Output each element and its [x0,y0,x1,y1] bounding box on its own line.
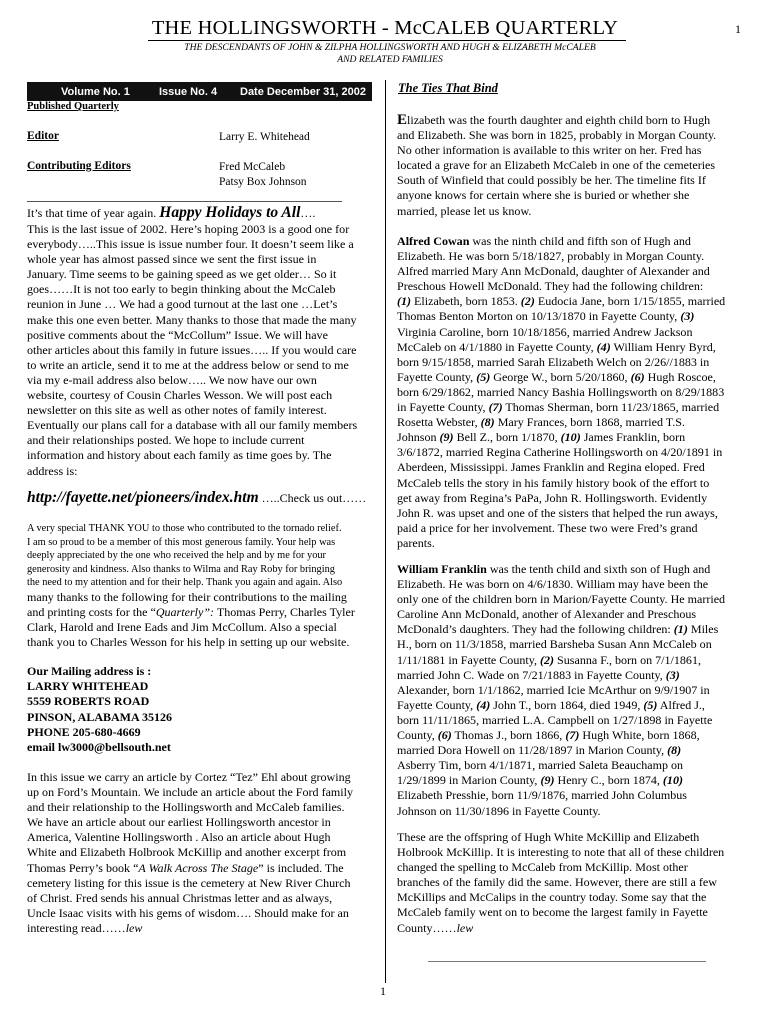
signature: lew [125,920,143,935]
text-line: parents. [397,535,435,550]
text-part: George W., born 5/20/1860, [490,369,631,384]
footer-rule [428,961,706,962]
child-number: (3) [665,667,680,682]
text-line: Elizabeth. He was born 5/18/1827, probably in Morgan County. [397,249,705,264]
thank-you-note [27,522,342,590]
child-number: (9) [439,430,454,445]
text-line: We have an article about our earliest Hollingsworth ancestor in [27,815,331,830]
text-line [27,921,353,936]
text-line: goes……It is not too early to begin thinking about the McCaleb [27,282,336,297]
text-part: Eudocia Jane, born 1/15/1855, married [534,294,726,309]
mailing-email[interactable]: email lw3000@bellsouth.net [27,740,171,755]
text-line: McCaleb family went on to become the largest family in Fayette [397,905,708,920]
footer-page-number: 1 [380,984,386,998]
text-line: Virginia Caroline, born 10/18/1856, married Andrew Jackson [397,324,693,339]
text-part: Susanna F., born on 7/1/1861, [554,652,701,667]
elizabeth-paragraph [397,113,716,219]
text-part: Hugh White, born 1868, [579,728,700,743]
child-number: (4) [476,697,491,712]
text-line: deeply appreciated by the one who received the help and by me for your [27,550,326,562]
text-line: newsletter on this site as well as other notes of family interest. [27,403,327,418]
text-part: Thomas Perry’s book “ [27,860,139,875]
text-line [27,861,353,876]
text-line: I am so proud to be a member of this most generous family. Your help was [27,536,336,548]
text-line: information and history about each family as time goes by. The [27,448,332,463]
text-part: was the tenth child and sixth son of Hugh and [486,562,711,576]
text-line: website, courtesy of Cousin Charles Wesson. We will post each [27,388,333,403]
text-part: William Henry Byrd, [610,339,716,354]
text-line: No other information is available to this writer on her. Fred has [397,143,702,158]
title-rule [148,40,626,41]
mailing-heading: Our Mailing address is : [27,664,152,678]
text-line: McKillips and McCalips in the country today. Some say that the [397,890,707,905]
staff-divider [27,201,342,202]
text-line [397,340,725,355]
newsletter-title: THE HOLLINGSWORTH - McCALEB QUARTERLY [151,17,619,39]
text-line: everybody…..This issue is issue number four. It doesn’t seem like a [27,237,354,252]
text-part: Thomas Perry, Charles Tyler [214,605,355,620]
text-line: make this one even better. Many thanks to those that made the many [27,312,357,327]
greeting-lead: It’s that time of year again. [27,206,160,220]
subtitle-line-1: THE DESCENDANTS OF JOHN & ZILPHA HOLLINGSWORTH AND HUGH & ELIZABETH McCALEB [184,42,596,53]
editor-name: Larry E. Whitehead [219,131,310,143]
text-line: These are the offspring of Hugh White McKillip and Elizabeth [397,830,700,844]
editor-label: Editor [27,130,59,142]
text-line: Alexander, born 1/1/1862, married Icie McArthur on 9/9/1907 in [397,682,710,697]
text-line: located a grave for an Elizabeth McCaleb in one of the cemeteries [397,158,716,173]
text-part: James Franklin, born [580,430,686,445]
text-line: Elizabeth. He was born on 4/6/1830. William may have been the [397,577,709,592]
text-line: reunion in June … We had a good turnout at the last one …Let’s [27,297,338,312]
text-line: This is the last issue of 2002. Here’s hoping 2003 is a good one for [27,222,350,236]
text-line: and their relationships posted. We hope to include current [27,433,305,448]
text-line [397,400,725,415]
text-line [397,309,725,324]
greeting-headline [27,204,315,222]
text-line: John R. was upset and one of the sisters that helped the run aways, [397,505,718,520]
text-part: married John C. Wade on 7/21/1883 in Fayette County, [397,667,666,682]
text-line: Alfred married Mary Ann McDonald, daughter of Alexander and [397,264,710,279]
text-line: positive comments about the “McCollum” Issue. We will have [27,327,328,342]
child-number: (6) [437,728,452,743]
text-line: of Christ. Fred sends his annual Christmas letter and as always, [27,890,333,905]
text-line [397,668,725,683]
child-number: (1) [673,622,688,637]
text-part: Thomas J., born 1866, [451,728,566,743]
text-part: Hugh Roscoe, [644,369,716,384]
website-link[interactable]: http://fayette.net/pioneers/index.htm [27,489,259,506]
text-part: John T., born 1864, died 1949, [490,697,644,712]
text-line: many thanks to the following for their contributions to the mailing [27,590,347,604]
issue-date: Date December 31, 2002 [240,86,366,98]
text-line: thank you to Charles Wesson for his help in setting up our website. [27,635,350,650]
text-line: A very special THANK YOU to those who contributed to the tornado relief. [27,523,342,534]
text-line: paid a price for her involvement. These two were Fred’s grand [397,520,698,535]
column-divider [385,80,386,983]
child-number: (7) [488,400,503,415]
text-line: Preschous Howell McDonald. They had the following children: [397,279,704,294]
text-line: In this issue we carry an article by Cortez “Tez” Ehl about growing [27,770,351,784]
text-line: generosity and kindness. Also thanks to Wilma and Ray Roby for bringing [27,563,335,575]
mailing-city: PINSON, ALABAMA 35126 [27,709,173,724]
text-line [397,113,716,128]
text-part: was the ninth child and fifth son of Hugh and [469,234,691,248]
text-part: Alfred J., [657,697,705,712]
text-line: Holbrook McKillip. It is interesting to note that all of these children [397,845,725,860]
text-line: anyone knows for certain where she is buried or whether she [397,188,690,203]
text-part: in Fayette County, [397,400,489,415]
text-line: other articles about this family in future issues….. If you would care [27,342,357,357]
mailing-name: LARRY WHITEHEAD [27,679,149,694]
text-line [397,415,725,430]
text-line: up on Ford’s Mountain. We include an article about the Ford family [27,785,354,800]
text-part: interesting read…… [27,920,126,935]
text-line [397,234,725,249]
volume-number: Volume No. 1 [61,86,130,98]
text-line: only one of the children born in Marion/Fayette County. He married [397,592,726,607]
check-us-out: …..Check us out…… [258,491,367,505]
text-line: married, please let us know. [397,203,532,218]
text-line: Eventually our plans call for a database with all our family members [27,418,358,433]
text-line: and Elizabeth. She was born in 1825, probably in Morgan County. [397,128,717,143]
section-heading: The Ties That Bind [398,81,498,95]
text-line: via my e-mail address also below….. We now have our own [27,372,317,387]
william-paragraph [397,562,725,819]
text-line: January. Time seems to be gaining speed as we get older… So it [27,267,337,282]
text-line [397,653,725,668]
text-part: ” is included. The [258,860,344,875]
published-quarterly: Published Quarterly [27,101,119,112]
child-number: (7) [565,728,580,743]
in-this-issue [27,770,353,936]
text-line: 3/6/1872, married Regina Catherine Hollingsworth on 4/20/1891 in [397,445,723,460]
text-line: to write an article, send it to me at the address below or send to me [27,357,349,372]
text-part: Thomas Benton Morton on 10/13/1870 in Fayette County, [397,309,681,324]
text-part: and printing costs for the “ [27,605,156,620]
text-part: married Dora Howell on 11/28/1897 in Marion County, [397,743,668,758]
text-line: born 9/15/1858, married Sarah Elizabeth Welch on 2/26//1883 in [397,354,710,369]
child-number: (2) [520,294,535,309]
signature: lew [456,920,474,935]
page-number: 1 [735,22,741,36]
text-line: whole year has almost passed since we sent the first issue in [27,252,317,267]
text-line: Caroline Ann McDonald, another of Alexander and Preschous [397,607,697,622]
text-line: South of Winfield that could possibly be her. The timeline fits If [397,173,706,188]
text-part: Bell Z., born 1/1870, [453,430,561,445]
happy-holidays: Happy Holidays to All [159,204,301,221]
text-part: Rosetta Webster, [397,415,481,430]
drop-cap: E [397,112,408,128]
mailing-phone: PHONE 205-680-4669 [27,724,141,739]
text-line: changed the spelling to McCaleb from McKillip. Most other [397,860,688,875]
text-line [397,698,725,713]
contributing-editor: Fred McCaleb [219,161,286,173]
person-name: William Franklin [397,562,487,576]
child-number: (5) [643,697,658,712]
text-line: America, Valentine Hollingsworth . Also an article about Hugh [27,830,331,845]
child-number: (10) [560,430,581,445]
text-line [397,743,725,758]
text-part: Mary Frances, born 1868, married T.S. [494,415,685,430]
text-line [27,605,355,620]
text-line: Aberdeen, Mississippi. James Franklin and Regina eloped. Fred [397,460,705,475]
thanks-contributors [27,590,355,650]
book-title: A Walk Across The Stage [138,860,259,875]
text-line: branches of the family did the same. However, there are still a few [397,875,717,890]
text-line: the need to my attention and for their help. Thank you again and again. Also [27,577,343,589]
child-number: (8) [480,415,495,430]
offspring-paragraph [397,830,724,936]
text-part: Fayette County, [397,697,477,712]
text-part: Fayette County, [397,369,477,384]
child-number: (6) [630,369,645,384]
issue-number: Issue No. 4 [159,86,218,98]
text-line: H., born on 11/3/1858, married Barsheba Susan Ann McCaleb on [397,637,712,652]
text-line: Clark, Harold and Irene Eads and Jim McCollum. Also a special [27,620,337,635]
person-name: Alfred Cowan [397,234,470,248]
text-line: Uncle Isaac visits with his gems of wisdom…. Should make for an [27,905,349,920]
quarterly-italic: Quarterly”: [155,605,215,620]
child-number: (4) [596,339,611,354]
child-number: (10) [662,773,683,788]
text-part: 1/29/1899 in Marion County, [397,773,541,788]
text-line: born 11/11/1865, married L.A. Campbell on 1/27/1898 in Fayette [397,712,713,727]
text-line [397,294,725,309]
contributing-editor: Patsy Box Johnson [219,176,307,188]
mailing-address [27,664,172,755]
text-line: cemetery listing for this issue is the cemetery at New River Church [27,875,351,890]
text-line [397,921,724,936]
child-number: (3) [680,309,695,324]
text-part: Miles [687,622,719,637]
alfred-paragraph [397,234,725,551]
text-line: and their relationship to the Hollingsworth and McCaleb families. [27,800,345,815]
text-part: 1/11/1881 in Fayette County, [397,652,540,667]
text-part: Thomas Sherman, born 11/23/1865, married [502,400,720,415]
child-number: (8) [667,743,682,758]
text-part: McCaleb on 4/1/1880 in Fayette County, [397,339,597,354]
subtitle-line-2: AND RELATED FAMILIES [337,54,443,65]
text-line: Elizabeth Presshie, born 11/9/1876, married John Columbus [397,788,687,803]
mailing-street: 5559 ROBERTS ROAD [27,694,150,709]
text-line [397,728,725,743]
greeting-tail: …. [300,206,316,220]
issue-info-bar [27,82,372,101]
text-part: Henry C., born 1874, [554,773,663,788]
contributing-editors-label: Contributing Editors [27,160,131,172]
text-line [397,622,725,637]
greeting-body [27,222,357,479]
text-part: Johnson [397,430,440,445]
text-line: McCaleb tells the story in his family history book of the effort to [397,475,710,490]
text-line: White and Elizabeth Holbrook McKillip and another excerpt from [27,845,347,860]
website-line [27,489,366,507]
text-line: born 6/29/1862, married Nancy Bashia Hollingsworth on 8/29/1883 [397,384,725,399]
child-number: (1) [397,294,412,309]
text-line [397,562,725,577]
text-line: Johnson on 11/30/1896 in Fayette County. [397,803,601,818]
text-line: address is: [27,463,78,478]
child-number: (9) [540,773,555,788]
text-line [397,370,725,385]
child-number: (5) [476,369,491,384]
child-number: (2) [540,652,555,667]
text-line: Asberry Tim, born 4/1/1871, married Saleta Beauchamp on [397,758,684,773]
text-part: lizabeth was the fourth daughter and eighth child born to Hugh [407,113,711,127]
text-part: County, [397,728,438,743]
text-part: Elizabeth, born 1853. [411,294,521,309]
text-line [397,430,725,445]
text-part: McDonald’s daughters. They had the following children: [397,622,674,637]
text-line: get away from Regina’s PaPa, John R. Hollingsworth. Evidently [397,490,708,505]
text-line [397,773,725,788]
text-part: County…… [397,920,457,935]
